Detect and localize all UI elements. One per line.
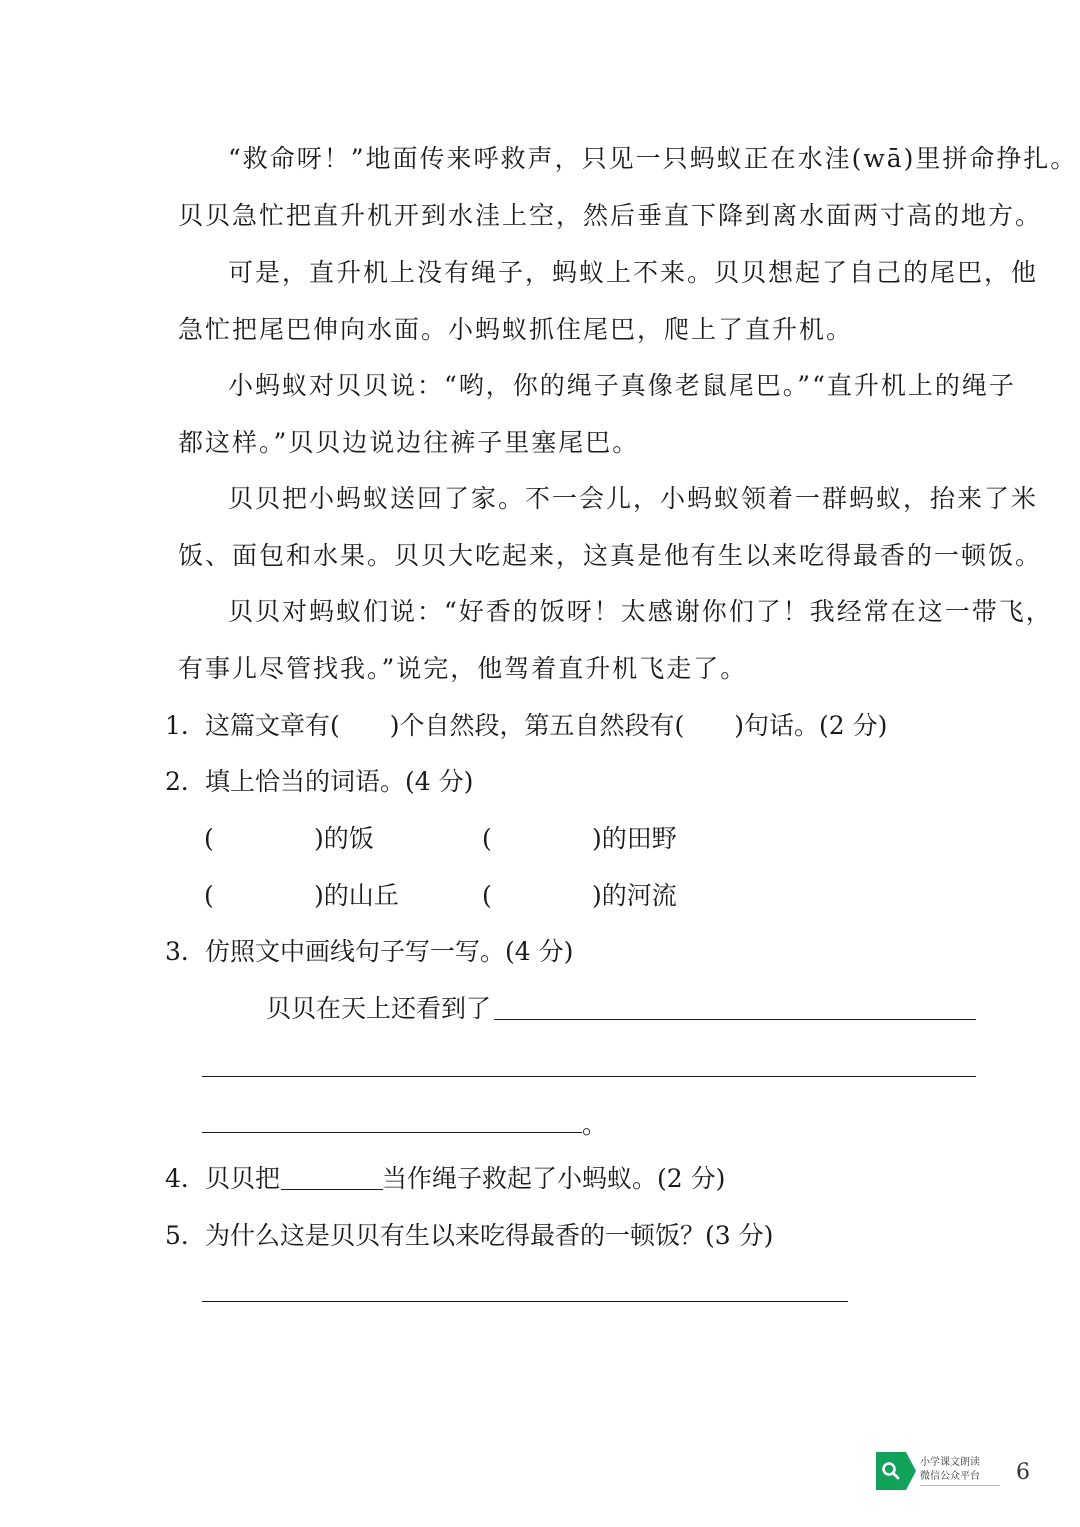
question-number: 1． <box>165 711 206 740</box>
page-number: 6 <box>1016 1460 1030 1485</box>
logo-text <box>920 1456 980 1484</box>
paragraph-line: 可是，直升机上没有绳子，蚂蚁上不来。贝贝想起了自己的尾巴，他 <box>228 258 1039 287</box>
paragraph-line: 都这样。”贝贝边说边往裤子里塞尾巴。 <box>178 428 640 457</box>
paragraph-line: 有事儿尽管找我。”说完，他驾着直升机飞走了。 <box>178 654 748 683</box>
fill-blank-item[interactable] <box>204 810 374 867</box>
question-number: 5． <box>165 1221 206 1250</box>
question-2 <box>165 753 473 810</box>
logo-line-1: 小学课文朗读 <box>920 1457 980 1468</box>
logo-divider <box>920 1485 1000 1486</box>
paragraph-line: 贝贝把小蚂蚁送回了家。不一会儿，小蚂蚁领着一群蚂蚁，抬来了米 <box>228 484 1039 513</box>
fill-blank-item[interactable] <box>482 867 677 924</box>
paragraph-line: 小蚂蚁对贝贝说：“哟，你的绳子真像老鼠尾巴。”“直升机上的绳子 <box>228 371 1016 400</box>
question-3 <box>165 923 573 980</box>
writing-prompt: 贝贝在天上还看到了 <box>266 994 492 1023</box>
paragraph-2 <box>178 244 1039 358</box>
question-number: 4． <box>165 1164 206 1193</box>
question-text: 为什么这是贝贝有生以来吃得最香的一顿饭？(3 分) <box>205 1221 774 1250</box>
answer-line[interactable] <box>494 1019 976 1020</box>
paragraph-4 <box>178 470 1043 584</box>
question-number: 2． <box>165 767 206 796</box>
question-text: 填上恰当的词语。(4 分) <box>205 767 474 796</box>
paragraph-3 <box>178 357 1016 471</box>
paragraph-line: “救命呀！”地面传来呼救声，只见一只蚂蚁正在水洼(wā)里拼命挣扎。 <box>228 144 1078 173</box>
question-5 <box>165 1207 773 1264</box>
search-icon <box>876 1452 906 1490</box>
fill-blank-item[interactable] <box>482 810 677 867</box>
logo-line-2: 微信公众平台 <box>920 1471 980 1482</box>
answer-line[interactable] <box>202 1301 848 1302</box>
blank-label: )的饭 <box>314 824 374 853</box>
paragraph-line: 贝贝对蚂蚁们说：“好香的饭呀！太感谢你们了！我经常在这一带飞， <box>228 597 1053 626</box>
paragraph-line: 急忙把尾巴伸向水面。小蚂蚁抓住尾巴，爬上了直升机。 <box>178 315 854 344</box>
fill-blank-item[interactable] <box>204 867 399 924</box>
question-1 <box>165 697 887 754</box>
blank-label: )的田野 <box>592 824 677 853</box>
blank-label: )的山丘 <box>314 881 399 910</box>
paragraph-1 <box>178 130 1078 244</box>
question-text-after: 当作绳子救起了小蚂蚁。(2 分) <box>382 1164 726 1193</box>
question-text: 这篇文章有( )个自然段，第五自然段有( )句话。(2 分) <box>205 711 888 740</box>
open-paren: ( <box>204 824 214 853</box>
answer-line[interactable] <box>202 1076 976 1077</box>
question-number: 3． <box>165 937 206 966</box>
blank-label: )的河流 <box>592 881 677 910</box>
open-paren: ( <box>204 881 214 910</box>
sentence-end: 。 <box>582 1110 608 1139</box>
open-paren: ( <box>482 881 492 910</box>
paragraph-line: 饭、面包和水果。贝贝大吃起来，这真是他有生以来吃得最香的一顿饭。 <box>178 541 1043 570</box>
question-4 <box>165 1150 725 1207</box>
answer-line[interactable] <box>202 1132 582 1133</box>
open-paren: ( <box>482 824 492 853</box>
paragraph-5 <box>178 583 1053 697</box>
question-text: 仿照文中画线句子写一写。(4 分) <box>205 937 574 966</box>
search-badge <box>876 1452 916 1490</box>
question-text-before: 贝贝把 <box>205 1164 281 1193</box>
answer-line[interactable] <box>281 1189 383 1190</box>
wechat-platform-logo <box>876 1452 1002 1490</box>
paragraph-line: 贝贝急忙把直升机开到水洼上空，然后垂直下降到离水面两寸高的地方。 <box>178 201 1043 230</box>
